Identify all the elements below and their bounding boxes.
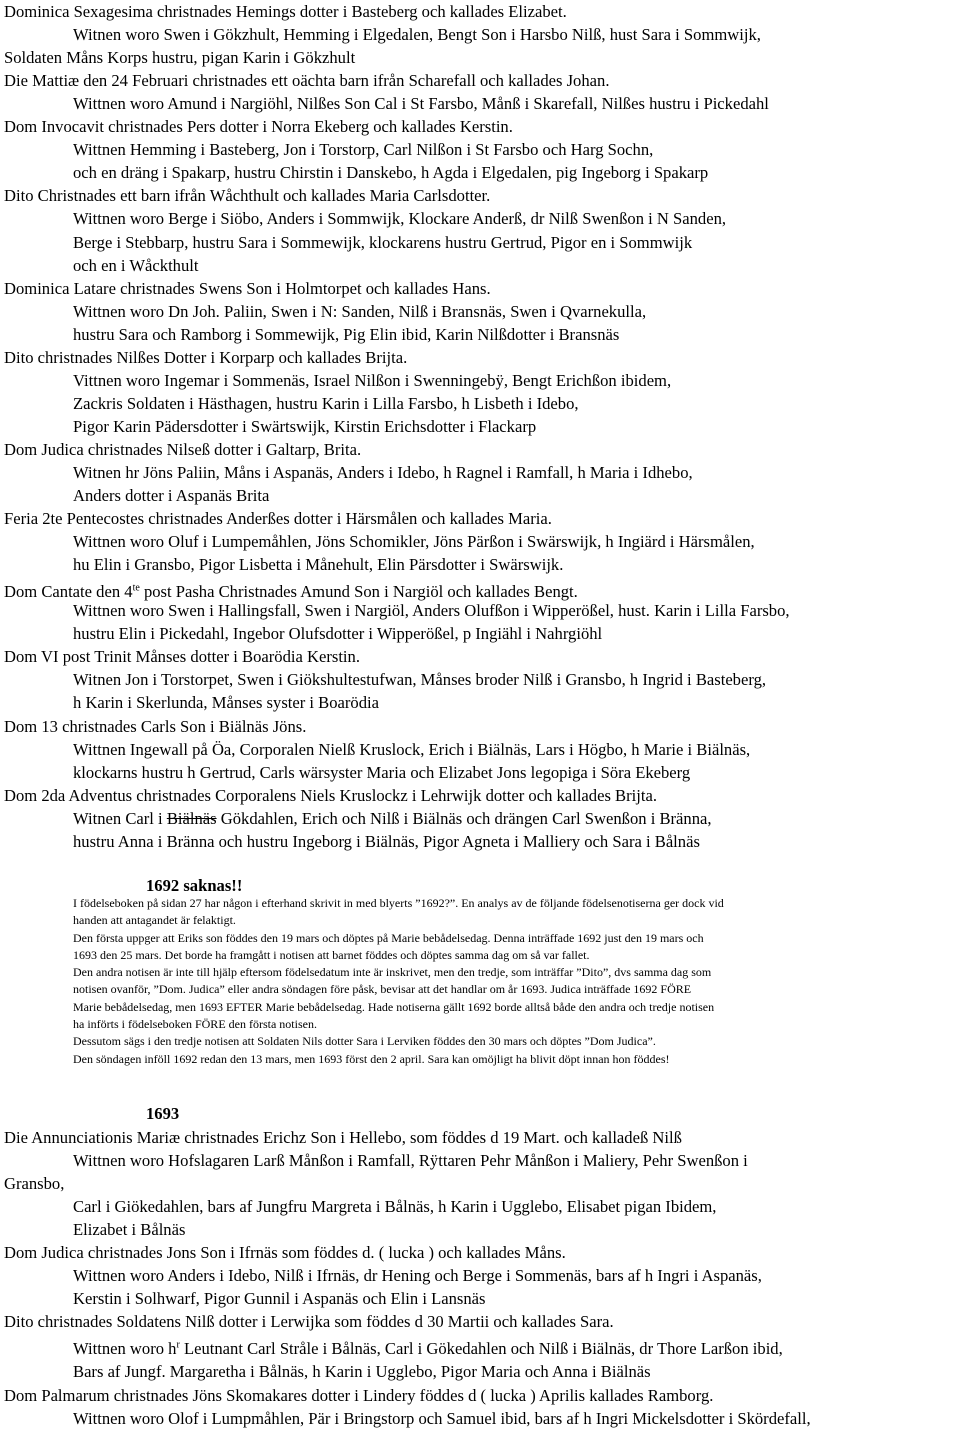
note-line: I födelseboken på sidan 27 har någon i efterhand skrivit in med blyerts ”1692?”. En analys av de följande födelsenotiserna ger dock vid <box>73 896 724 910</box>
record-line: Dito Christnades ett barn ifrån Wåchthult och kallades Maria Carlsdotter. <box>4 186 491 205</box>
record-line: Dominica Sexagesima christnades Hemings dotter i Basteberg och kallades Elizabet. <box>4 2 567 21</box>
record-line: Wittnen woro Amund i Nargiöhl, Nilßes Son Cal i St Farsbo, Månß i Skarefall, Nilßes hustru i Pickedahl <box>73 94 769 113</box>
record-line: hustru Sara och Ramborg i Sommewijk, Pig Elin ibid, Karin Nilßdotter i Bransnäs <box>73 325 620 344</box>
record-line: Wittnen woro Hofslagaren Larß Månßon i Ramfall, Rÿttaren Pehr Månßon i Maliery, Pehr Swenßon i <box>73 1151 748 1170</box>
record-line: Carl i Giökedahlen, bars af Jungfru Margreta i Bålnäs, h Karin i Ugglebo, Elisabet pigan Ibidem, <box>73 1197 717 1216</box>
record-line: Dominica Latare christnades Swens Son i Holmtorpet och kallades Hans. <box>4 279 491 298</box>
struck-text: Biälnäs <box>166 809 217 828</box>
record-line: Wittnen woro Dn Joh. Paliin, Swen i N: Sanden, Nilß i Bransnäs, Swen i Qvarnekulla, <box>73 302 647 321</box>
record-line: Witnen Jon i Torstorpet, Swen i Giökshultestufwan, Månses broder Nilß i Gransbo, h Ingrid i Basteberg, <box>73 670 767 689</box>
record-line: Die Mattiæ den 24 Februari christnades ett oächta barn ifrån Scharefall och kallades Johan. <box>4 71 610 90</box>
record-line: och en i Wåckthult <box>73 256 199 275</box>
record-text: Wittnen woro h <box>73 1339 177 1358</box>
record-text: Witnen Carl i <box>73 809 167 828</box>
record-line: Kerstin i Solhwarf, Pigor Gunnil i Aspanäs och Elin i Lansnäs <box>73 1289 486 1308</box>
note-line: notisen ovanför, ”Dom. Judica” eller andra söndagen före påsk, bevisar att det handlar om år 1693. Judica inträffade 1692 FÖRE <box>73 982 692 996</box>
record-line: Dito christnades Nilßes Dotter i Korparp och kallades Brijta. <box>4 348 408 367</box>
record-line: Feria 2te Pentecostes christnades Anderßes dotter i Härsmålen och kallades Maria. <box>4 509 552 528</box>
record-line: Witnen woro Swen i Gökzhult, Hemming i Elgedalen, Bengt Son i Harsbo Nilß, hust Sara i Sommwijk, <box>73 25 761 44</box>
record-line: Wittnen woro Olof i Lumpmåhlen, Pär i Bringstorp och Samuel ibid, bars af h Ingri Mickelsdotter i Skördefall, <box>73 1409 811 1428</box>
record-line: Wittnen Hemming i Basteberg, Jon i Torstorp, Carl Nilßon i St Farsbo och Harg Sochn, <box>73 140 654 159</box>
record-line: hustru Elin i Pickedahl, Ingebor Olufsdotter i Wipperößel, p Ingiähl i Nahrgiöhl <box>73 624 603 643</box>
record-line <box>0 1337 960 1360</box>
record-line: Witnen hr Jöns Paliin, Måns i Aspanäs, Anders i Idebo, h Ragnel i Ramfall, h Maria i Idhebo, <box>73 463 693 482</box>
record-line: Wittnen Ingewall på Öa, Corporalen Nielß Kruslock, Erich i Biälnäs, Lars i Högbo, h Marie i Biälnäs, <box>73 740 751 759</box>
record-line: Dom Invocavit christnades Pers dotter i Norra Ekeberg och kallades Kerstin. <box>4 117 513 136</box>
record-line <box>0 807 960 830</box>
record-line: Dom Palmarum christnades Jöns Skomakares dotter i Lindery föddes d ( lucka ) Aprilis kallades Ramborg. <box>4 1386 714 1405</box>
superscript: r <box>176 1339 180 1351</box>
record-line: Wittnen woro Berge i Siöbo, Anders i Sommwijk, Klockare Anderß, dr Nilß Swenßon i N Sanden, <box>73 209 727 228</box>
record-text: Leutnant Carl Stråle i Bålnäs, Carl i Gökedahlen och Nilß i Biälnäs, dr Thore Larßon ibid, <box>179 1339 783 1358</box>
record-line: Dito christnades Soldatens Nilß dotter i Lerwijka som föddes d 30 Martii och kallades Sara. <box>4 1312 614 1331</box>
record-line: Dom VI post Trinit Månses dotter i Boarödia Kerstin. <box>4 647 360 666</box>
record-line: h Karin i Skerlunda, Månses syster i Boarödia <box>73 693 380 712</box>
record-line: och en dräng i Spakarp, hustru Chirstin i Danskebo, h Agda i Elgedalen, pig Ingeborg i Spakarp <box>73 163 709 182</box>
record-line: Die Annunciationis Mariæ christnades Erichz Son i Hellebo, som föddes d 19 Mart. och kalladeß Nilß <box>4 1128 682 1147</box>
record-line: hustru Anna i Bränna och hustru Ingeborg i Biälnäs, Pigor Agneta i Malliery och Sara i Bålnäs <box>73 832 700 851</box>
record-line: Gransbo, <box>4 1174 65 1193</box>
year-heading: 1693 <box>146 1104 180 1123</box>
note-line: Den söndagen inföll 1692 redan den 13 mars, men 1693 först den 2 april. Sara kan omöjligt ha blivit döpt innan hon föddes! <box>73 1052 670 1066</box>
record-line: hu Elin i Gransbo, Pigor Lisbetta i Månehult, Elin Pärsdotter i Swärswijk. <box>73 555 564 574</box>
record-line: Berge i Stebbarp, hustru Sara i Sommewijk, klockarens hustru Gertrud, Pigor en i Sommwijk <box>73 233 693 252</box>
record-line: Dom 13 christnades Carls Son i Biälnäs Jöns. <box>4 717 307 736</box>
note-line: 1693 den 25 mars. Det borde ha framgått i notisen att barnet föddes och döptes samma dag om så var fallet. <box>73 948 590 962</box>
note-line: Den andra notisen är inte till hjälp eftersom födelsedatum inte är inskrivet, men den tredje, som inträffar ”Dito”, dvs samma dag som <box>73 965 712 979</box>
record-line: Zackris Soldaten i Hästhagen, hustru Karin i Lilla Farsbo, h Lisbeth i Idebo, <box>73 394 579 413</box>
record-line: Wittnen woro Oluf i Lumpemåhlen, Jöns Schomikler, Jöns Pärßon i Swärswijk, h Ingiärd i Härsmålen, <box>73 532 755 551</box>
record-line: klockarns hustru h Gertrud, Carls wärsyster Maria och Elizabet Jons legopiga i Söra Ekeberg <box>73 763 691 782</box>
record-line: Dom Judica christnades Jons Son i Ifrnäs som föddes d. ( lucka ) och kallades Måns. <box>4 1243 566 1262</box>
record-line: Bars af Jungf. Margaretha i Bålnäs, h Karin i Ugglebo, Pigor Maria och Anna i Biälnäs <box>73 1362 651 1381</box>
record-text: Gökdahlen, Erich och Nilß i Biälnäs och drängen Carl Swenßon i Bränna, <box>216 809 712 828</box>
note-heading: 1692 saknas!! <box>146 876 243 895</box>
note-line: handen att antagandet är felaktigt. <box>73 913 236 927</box>
record-line: Pigor Karin Pädersdotter i Swärtswijk, Kirstin Erichsdotter i Flackarp <box>73 417 537 436</box>
record-line: Wittnen woro Swen i Hallingsfall, Swen i Nargiöl, Anders Olufßon i Wipperößel, hust. Karin i Lilla Farsbo, <box>73 601 790 620</box>
note-line: ha införts i födelseboken FÖRE den första notisen. <box>73 1017 317 1031</box>
record-line: Soldaten Måns Korps hustru, pigan Karin i Gökzhult <box>4 48 356 67</box>
record-line: Vittnen woro Ingemar i Sommenäs, Israel Nilßon i Swenningebÿ, Bengt Erichßon ibidem, <box>73 371 672 390</box>
record-line: Dom 2da Adventus christnades Corporalens Niels Kruslockz i Lehrwijk dotter och kallades Brijta. <box>4 786 657 805</box>
note-line: Dessutom sägs i den tredje notisen att Soldaten Nils dotter Sara i Lerviken föddes den 30 mars och döptes ”Dom Judica”. <box>73 1034 656 1048</box>
record-line: Elizabet i Bålnäs <box>73 1220 186 1239</box>
record-text: Dom Cantate den 4 <box>4 582 133 601</box>
record-line: Dom Judica christnades Nilseß dotter i Galtarp, Brita. <box>4 440 362 459</box>
record-text: post Pasha Christnades Amund Son i Nargiöl och kallades Bengt. <box>139 582 578 601</box>
note-line: Den första uppger att Eriks son föddes den 19 mars och döptes på Marie bebådelsedag. Denna inträffade 1692 just den 19 mars och <box>73 931 704 945</box>
superscript: te <box>132 582 140 594</box>
record-line: Anders dotter i Aspanäs Brita <box>73 486 270 505</box>
note-line: Marie bebådelsedag, men 1693 EFTER Marie bebådelsedag. Hade notiserna gällt 1692 borde alltså både den andra och tredje notisen <box>73 1000 715 1014</box>
record-line: Wittnen woro Anders i Idebo, Nilß i Ifrnäs, dr Hening och Berge i Sommenäs, bars af h Ingri i Aspanäs, <box>73 1266 762 1285</box>
